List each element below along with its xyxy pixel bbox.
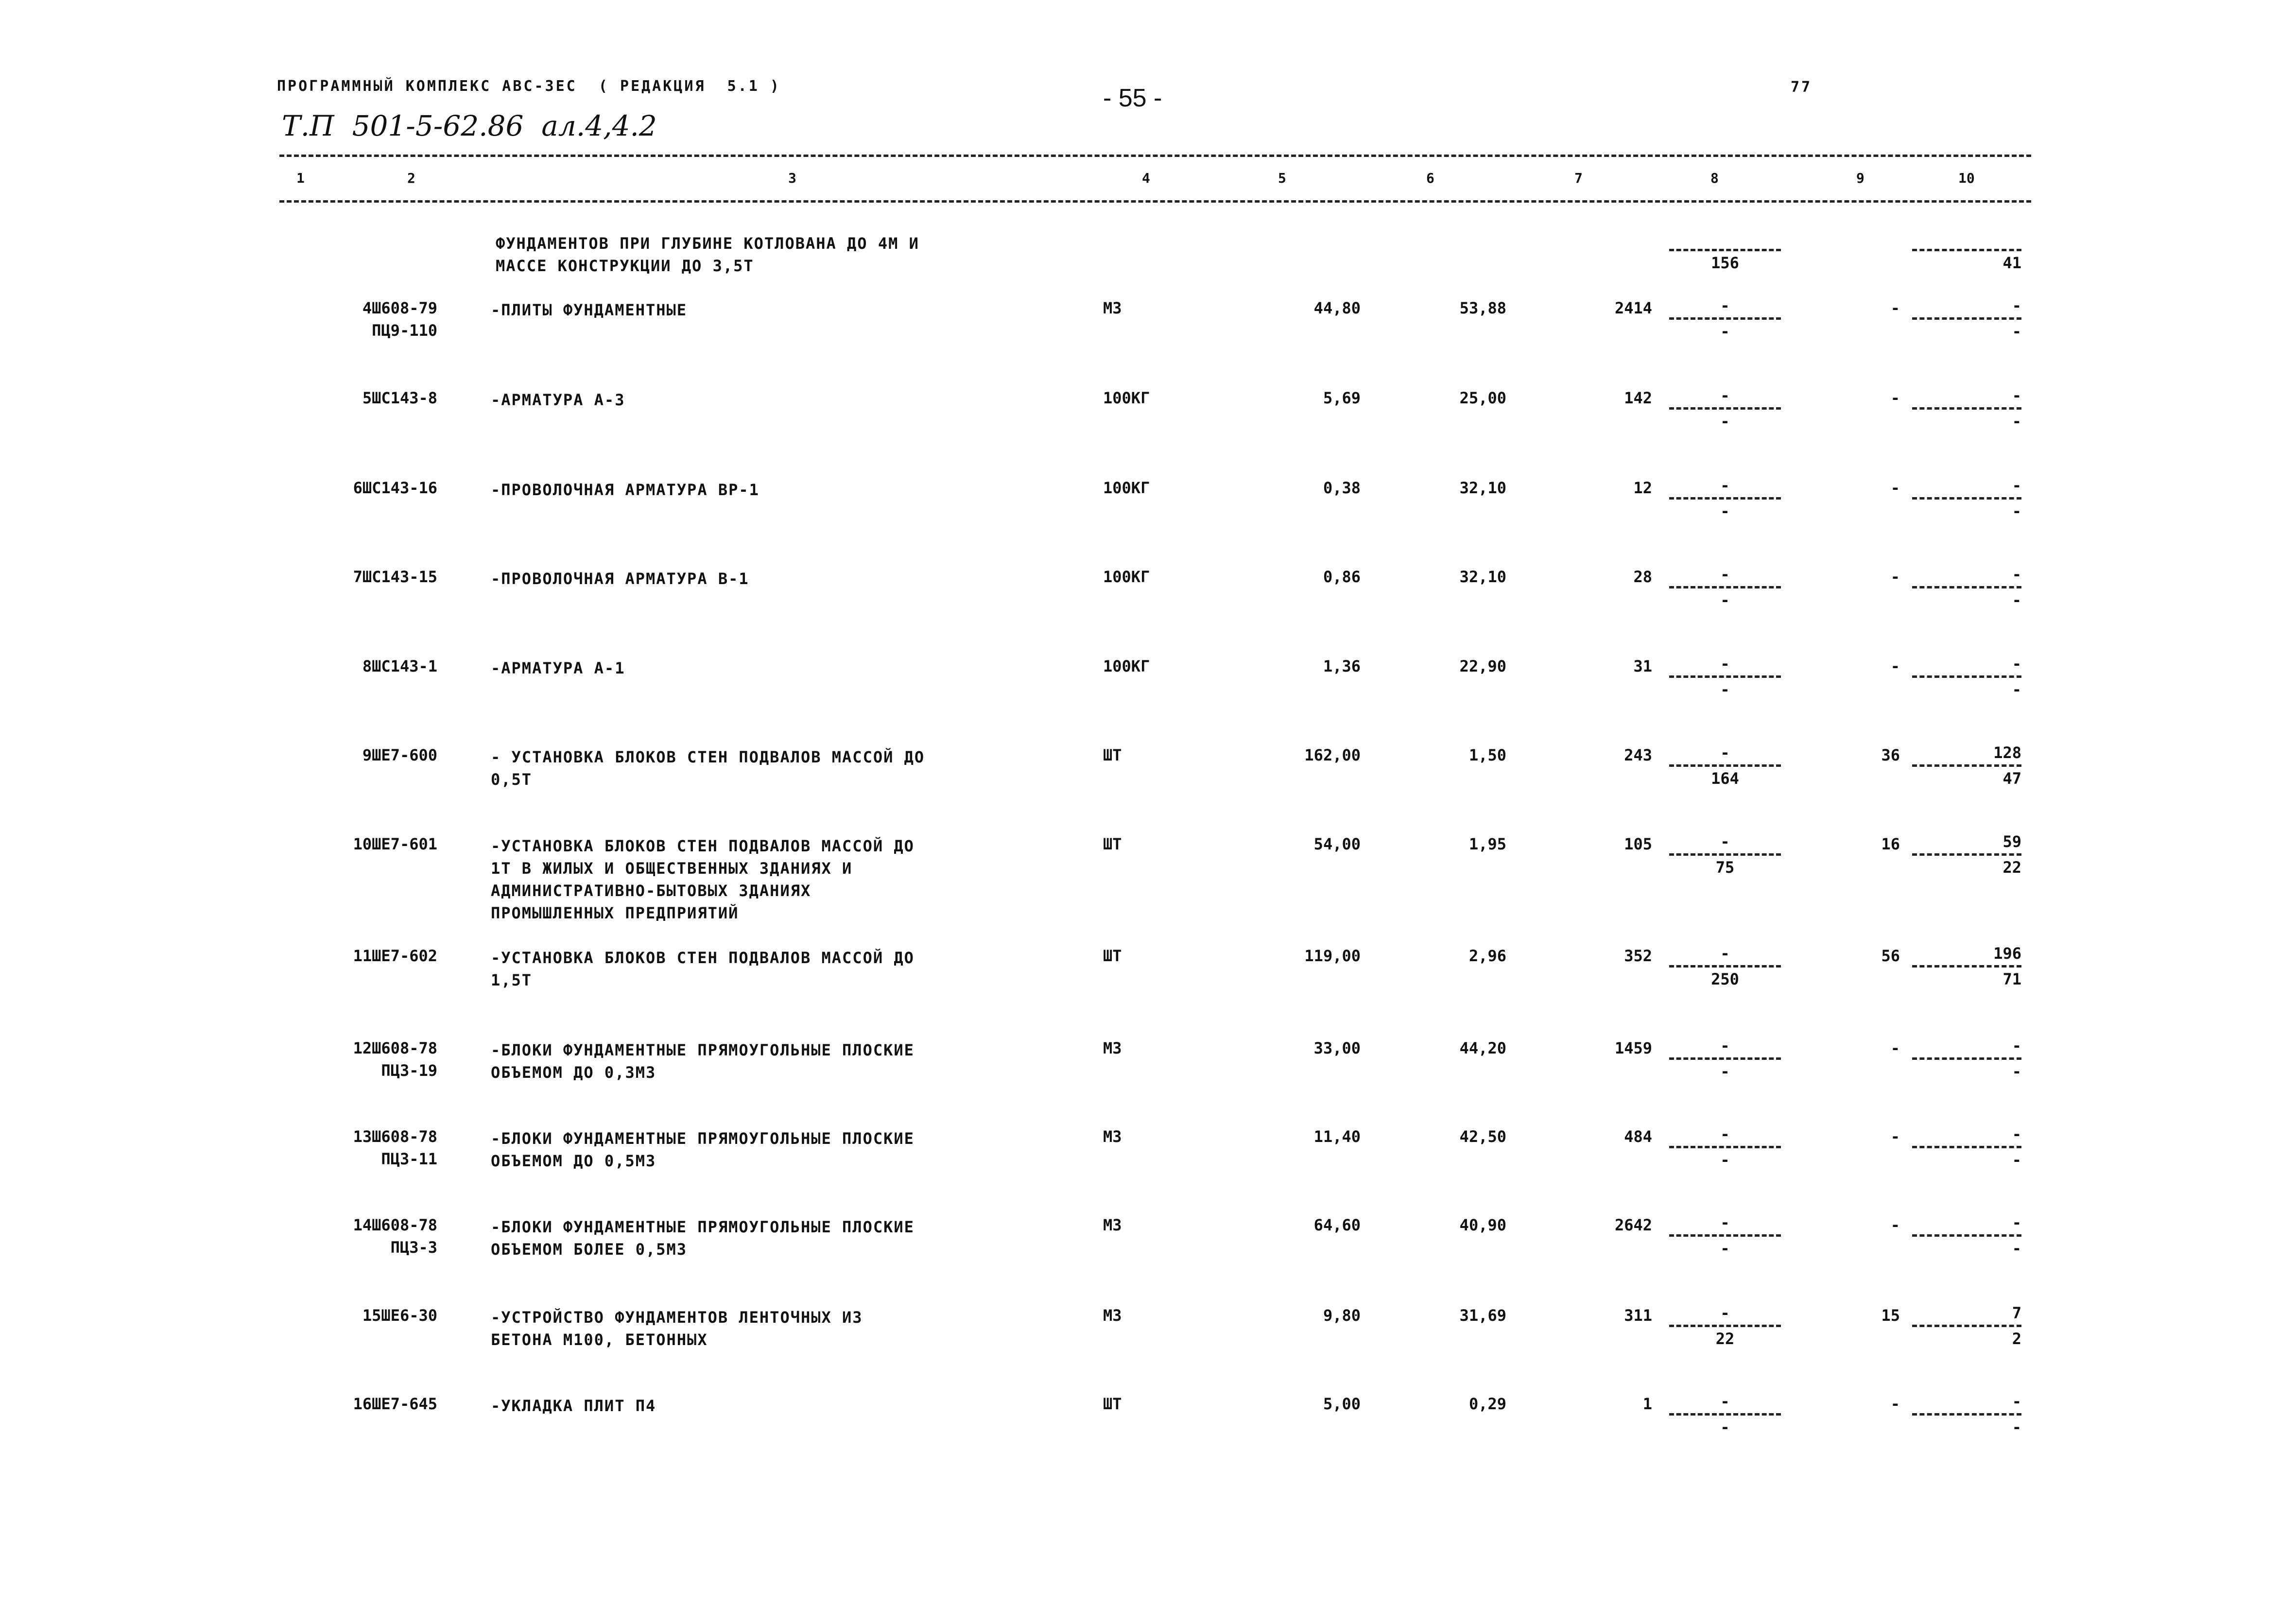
row-col10 [1912, 565, 2021, 610]
row-col8-top: - [1720, 1037, 1730, 1055]
row-col8-divider [1669, 764, 1781, 767]
row-col10-top: 128 [1993, 743, 2021, 762]
row-price: 22,90 [1459, 657, 1506, 675]
page-number: - 55 - [1103, 84, 1162, 112]
row-desc-line: БЕТОНА М100, БЕТОННЫХ [491, 1331, 708, 1349]
row-col8 [1669, 832, 1781, 877]
row-col8-bottom: 22 [1715, 1330, 1735, 1348]
row-col10-divider [1912, 497, 2021, 500]
row-col10-bottom: - [2012, 1151, 2021, 1169]
row-desc-line: ОБЪЕМОМ ДО 0,3М3 [491, 1063, 656, 1082]
row-code: 9ШЕ7-600 [362, 746, 437, 764]
row-col8-bottom: 75 [1715, 858, 1735, 877]
row-code: 14Ш608-78 [353, 1216, 437, 1234]
row-total: 1 [1642, 1395, 1652, 1413]
row-col9: 15 [1881, 1306, 1900, 1325]
row-col10 [1912, 476, 2021, 521]
row-total: 105 [1624, 835, 1652, 853]
row-col8-top: - [1720, 1125, 1730, 1143]
row-col10-top: - [2012, 1392, 2021, 1411]
row-col8-top: - [1720, 655, 1730, 673]
row-col8-top: - [1720, 386, 1730, 405]
row-total: 243 [1624, 746, 1652, 764]
program-title: ПРОГРАММНЫЙ КОМПЛЕКС АВС-ЗЕС ( РЕДАКЦИЯ 5.1 ) [277, 78, 781, 95]
row-unit: М3 [1103, 1039, 1122, 1057]
row-col8 [1669, 1036, 1781, 1081]
column-number: 10 [1958, 170, 1975, 186]
column-number: 7 [1574, 170, 1583, 186]
row-col8-bottom: - [1720, 322, 1730, 341]
row-col10-divider [1912, 1234, 2021, 1237]
row-col10-bottom: - [2012, 680, 2021, 699]
column-number: 1 [296, 170, 305, 186]
row-col10-divider [1912, 675, 2021, 678]
row-code: 16ШЕ7-645 [353, 1395, 437, 1413]
row-qty: 0,38 [1323, 479, 1361, 497]
row-qty: 162,00 [1304, 746, 1361, 764]
row-col10-divider [1912, 965, 2021, 968]
row-col9: 56 [1881, 947, 1900, 965]
column-number: 9 [1856, 170, 1864, 186]
intro-desc-line-1: ФУНДАМЕНТОВ ПРИ ГЛУБИНЕ КОТЛОВАНА ДО 4М И [496, 234, 919, 253]
row-qty: 5,69 [1323, 389, 1361, 407]
row-unit: М3 [1103, 1306, 1122, 1325]
row-code: 8ШС143-1 [362, 657, 437, 675]
column-number: 2 [407, 170, 415, 186]
column-number: 8 [1710, 170, 1719, 186]
row-total: 352 [1624, 947, 1652, 965]
header-rule-bottom [279, 200, 2031, 203]
row-col8 [1669, 565, 1781, 610]
row-price: 40,90 [1459, 1216, 1506, 1234]
row-desc-line: -УСТРОЙСТВО ФУНДАМЕНТОВ ЛЕНТОЧНЫХ ИЗ [491, 1308, 863, 1327]
row-col10-divider [1912, 853, 2021, 856]
row-col10-top: 7 [2012, 1304, 2021, 1322]
row-col10-bottom: 2 [2012, 1330, 2021, 1348]
row-col8-divider [1669, 1234, 1781, 1237]
row-code: 4Ш608-79 [362, 299, 437, 317]
row-col10-bottom: 71 [2003, 970, 2021, 988]
row-col8-divider [1669, 675, 1781, 678]
row-col9: - [1890, 299, 1900, 317]
project-code: Т.П 501-5-62.86 ал.4,4.2 [282, 109, 657, 142]
row-code-ref: ПЦ3-19 [381, 1061, 437, 1080]
row-col10-top: - [2012, 476, 2021, 495]
row-code: 13Ш608-78 [353, 1127, 437, 1146]
row-col8-divider [1669, 317, 1781, 320]
row-code: 5ШС143-8 [362, 389, 437, 407]
row-col10-top: - [2012, 565, 2021, 584]
row-price: 32,10 [1459, 479, 1506, 497]
row-unit: 100КГ [1103, 568, 1150, 586]
row-col8-divider [1669, 1325, 1781, 1327]
row-desc-line: -УКЛАДКА ПЛИТ П4 [491, 1397, 656, 1415]
row-unit: М3 [1103, 1127, 1122, 1146]
row-unit: ШТ [1103, 835, 1122, 853]
row-col8-divider [1669, 1057, 1781, 1060]
row-code: 12Ш608-78 [353, 1039, 437, 1057]
header-rule-top [279, 155, 2031, 157]
row-col10-top: - [2012, 386, 2021, 405]
row-col8-bottom: - [1720, 1239, 1730, 1258]
row-col10-top: - [2012, 1037, 2021, 1055]
intro-col8-value: 156 [1711, 254, 1739, 272]
row-qty: 44,80 [1313, 299, 1361, 317]
row-col8-top: - [1720, 565, 1730, 584]
row-unit: ШТ [1103, 1395, 1122, 1413]
row-unit: ШТ [1103, 947, 1122, 965]
row-col10 [1912, 1303, 2021, 1348]
row-col10 [1912, 944, 2021, 989]
column-number: 4 [1142, 170, 1150, 186]
row-col10-divider [1912, 1057, 2021, 1060]
intro-col10 [1912, 227, 2021, 273]
row-col10-bottom: - [2012, 1239, 2021, 1258]
column-number: 3 [788, 170, 796, 186]
row-unit: 100КГ [1103, 657, 1150, 675]
row-desc-line: - УСТАНОВКА БЛОКОВ СТЕН ПОДВАЛОВ МАССОЙ ДО [491, 748, 925, 766]
row-code: 6ШС143-16 [353, 479, 437, 497]
row-col9: - [1890, 1216, 1900, 1234]
row-col8-divider [1669, 497, 1781, 500]
row-col8 [1669, 1213, 1781, 1258]
row-col10 [1912, 743, 2021, 788]
row-total: 31 [1633, 657, 1652, 675]
row-col10-top: 196 [1993, 944, 2021, 963]
row-col8-divider [1669, 586, 1781, 588]
intro-col8 [1669, 227, 1781, 273]
row-col8-bottom: - [1720, 591, 1730, 609]
row-col8-divider [1669, 965, 1781, 968]
row-col10 [1912, 654, 2021, 699]
row-unit: М3 [1103, 1216, 1122, 1234]
row-col8 [1669, 386, 1781, 431]
row-total: 484 [1624, 1127, 1652, 1146]
row-col9: - [1890, 568, 1900, 586]
row-qty: 64,60 [1313, 1216, 1361, 1234]
row-total: 142 [1624, 389, 1652, 407]
row-col9: - [1890, 1395, 1900, 1413]
row-col10-bottom: - [2012, 1418, 2021, 1436]
row-col10 [1912, 1392, 2021, 1437]
row-col8-bottom: - [1720, 412, 1730, 431]
row-col8 [1669, 1392, 1781, 1437]
row-col8 [1669, 944, 1781, 989]
row-desc-line: -АРМАТУРА А-3 [491, 391, 625, 409]
row-col8-top: - [1720, 1213, 1730, 1232]
row-total: 2642 [1614, 1216, 1652, 1234]
row-col9: - [1890, 1127, 1900, 1146]
row-col8-divider [1669, 1146, 1781, 1148]
row-desc-line: -АРМАТУРА А-1 [491, 659, 625, 677]
row-qty: 11,40 [1313, 1127, 1361, 1146]
row-col10 [1912, 1036, 2021, 1081]
row-price: 1,95 [1468, 835, 1506, 853]
row-col8-top: - [1720, 1304, 1730, 1322]
row-col10-top: - [2012, 1213, 2021, 1232]
sheet-number: 77 [1791, 79, 1813, 96]
row-desc-line: -БЛОКИ ФУНДАМЕНТНЫЕ ПРЯМОУГОЛЬНЫЕ ПЛОСКИЕ [491, 1129, 915, 1148]
row-col8-top: - [1720, 1392, 1730, 1411]
row-qty: 5,00 [1323, 1395, 1361, 1413]
row-qty: 54,00 [1313, 835, 1361, 853]
row-price: 32,10 [1459, 568, 1506, 586]
row-col10-bottom: 22 [2003, 858, 2021, 877]
row-col8-divider [1669, 853, 1781, 856]
row-unit: ШТ [1103, 746, 1122, 764]
row-col10-divider [1912, 764, 2021, 767]
row-col10 [1912, 1124, 2021, 1170]
row-col8-bottom: - [1720, 1418, 1730, 1436]
column-number: 5 [1278, 170, 1286, 186]
row-col9: 36 [1881, 746, 1900, 764]
row-col10-divider [1912, 1146, 2021, 1148]
row-col10 [1912, 296, 2021, 341]
row-code: 10ШЕ7-601 [353, 835, 437, 853]
row-col10-bottom: - [2012, 322, 2021, 341]
row-col10-bottom: - [2012, 1062, 2021, 1081]
row-col10-top: - [2012, 655, 2021, 673]
row-col9: - [1890, 479, 1900, 497]
intro-desc-line-2: МАССЕ КОНСТРУКЦИИ ДО 3,5Т [496, 257, 754, 275]
row-desc-line: -ПРОВОЛОЧНАЯ АРМАТУРА ВР-1 [491, 481, 760, 499]
row-desc-line: АДМИНИСТРАТИВНО-БЫТОВЫХ ЗДАНИЯХ [491, 881, 811, 900]
row-desc-line: ОБЪЕМОМ БОЛЕЕ 0,5М3 [491, 1240, 688, 1259]
row-qty: 33,00 [1313, 1039, 1361, 1057]
row-unit: М3 [1103, 299, 1122, 317]
row-col8 [1669, 654, 1781, 699]
row-desc-line: -БЛОКИ ФУНДАМЕНТНЫЕ ПРЯМОУГОЛЬНЫЕ ПЛОСКИЕ [491, 1041, 915, 1059]
row-code-ref: ПЦ3-11 [381, 1150, 437, 1168]
row-col10-divider [1912, 1325, 2021, 1327]
row-desc-line: -БЛОКИ ФУНДАМЕНТНЫЕ ПРЯМОУГОЛЬНЫЕ ПЛОСКИЕ [491, 1218, 915, 1236]
row-col8-bottom: - [1720, 502, 1730, 520]
row-qty: 0,86 [1323, 568, 1361, 586]
row-col8 [1669, 476, 1781, 521]
row-col8-top: - [1720, 743, 1730, 762]
row-col9: - [1890, 389, 1900, 407]
row-col10-bottom: - [2012, 502, 2021, 520]
row-unit: 100КГ [1103, 479, 1150, 497]
row-price: 42,50 [1459, 1127, 1506, 1146]
row-qty: 119,00 [1304, 947, 1361, 965]
row-col8-divider [1669, 407, 1781, 410]
intro-col10-value: 41 [2003, 254, 2021, 272]
row-col10-divider [1912, 317, 2021, 320]
row-col8 [1669, 1303, 1781, 1348]
row-price: 44,20 [1459, 1039, 1506, 1057]
row-desc-line: 0,5Т [491, 770, 533, 789]
row-col8-divider [1669, 1413, 1781, 1416]
row-total: 28 [1633, 568, 1652, 586]
row-col8 [1669, 296, 1781, 341]
row-col8-bottom: 164 [1711, 769, 1739, 788]
row-col10-bottom: - [2012, 591, 2021, 609]
row-col10-divider [1912, 586, 2021, 588]
row-col10 [1912, 1213, 2021, 1258]
row-col8-bottom: 250 [1711, 970, 1739, 988]
row-col8-bottom: - [1720, 680, 1730, 699]
row-price: 31,69 [1459, 1306, 1506, 1325]
row-col10-top: - [2012, 1125, 2021, 1143]
row-price: 25,00 [1459, 389, 1506, 407]
row-col8-top: - [1720, 944, 1730, 963]
row-code: 7ШС143-15 [353, 568, 437, 586]
row-col8-top: - [1720, 296, 1730, 315]
row-col10 [1912, 386, 2021, 431]
row-desc-line: -ПРОВОЛОЧНАЯ АРМАТУРА В-1 [491, 570, 749, 588]
row-col8 [1669, 1124, 1781, 1170]
row-total: 2414 [1614, 299, 1652, 317]
row-price: 53,88 [1459, 299, 1506, 317]
row-price: 2,96 [1468, 947, 1506, 965]
row-price: 0,29 [1468, 1395, 1506, 1413]
column-number: 6 [1426, 170, 1434, 186]
row-unit: 100КГ [1103, 389, 1150, 407]
row-desc-line: -УСТАНОВКА БЛОКОВ СТЕН ПОДВАЛОВ МАССОЙ ДО [491, 837, 915, 855]
row-code: 15ШЕ6-30 [362, 1306, 437, 1325]
row-desc-line: -ПЛИТЫ ФУНДАМЕНТНЫЕ [491, 301, 688, 319]
row-desc-line: 1Т В ЖИЛЫХ И ОБЩЕСТВЕННЫХ ЗДАНИЯХ И [491, 859, 853, 878]
row-col10-divider [1912, 407, 2021, 410]
row-code: 11ШЕ7-602 [353, 947, 437, 965]
row-col8 [1669, 743, 1781, 788]
row-col8-bottom: - [1720, 1062, 1730, 1081]
row-total: 12 [1633, 479, 1652, 497]
row-col10-top: - [2012, 296, 2021, 315]
row-col10-bottom: - [2012, 412, 2021, 431]
row-qty: 1,36 [1323, 657, 1361, 675]
row-col9: - [1890, 657, 1900, 675]
row-col8-bottom: - [1720, 1151, 1730, 1169]
row-col10-divider [1912, 1413, 2021, 1416]
row-col10-top: 59 [2003, 832, 2021, 851]
row-col8-top: - [1720, 832, 1730, 851]
row-col10-bottom: 47 [2003, 769, 2021, 788]
row-qty: 9,80 [1323, 1306, 1361, 1325]
row-col10 [1912, 832, 2021, 877]
row-col9: - [1890, 1039, 1900, 1057]
row-total: 1459 [1614, 1039, 1652, 1057]
row-desc-line: -УСТАНОВКА БЛОКОВ СТЕН ПОДВАЛОВ МАССОЙ ДО [491, 949, 915, 967]
row-code-ref: ПЦ3-3 [390, 1238, 437, 1257]
row-desc-line: ОБЪЕМОМ ДО 0,5М3 [491, 1152, 656, 1170]
row-col8-top: - [1720, 476, 1730, 495]
row-total: 311 [1624, 1306, 1652, 1325]
row-col9: 16 [1881, 835, 1900, 853]
row-price: 1,50 [1468, 746, 1506, 764]
row-code-ref: ПЦ9-110 [372, 321, 437, 340]
row-desc-line: ПРОМЫШЛЕННЫХ ПРЕДПРИЯТИЙ [491, 904, 739, 922]
row-desc-line: 1,5Т [491, 971, 533, 989]
